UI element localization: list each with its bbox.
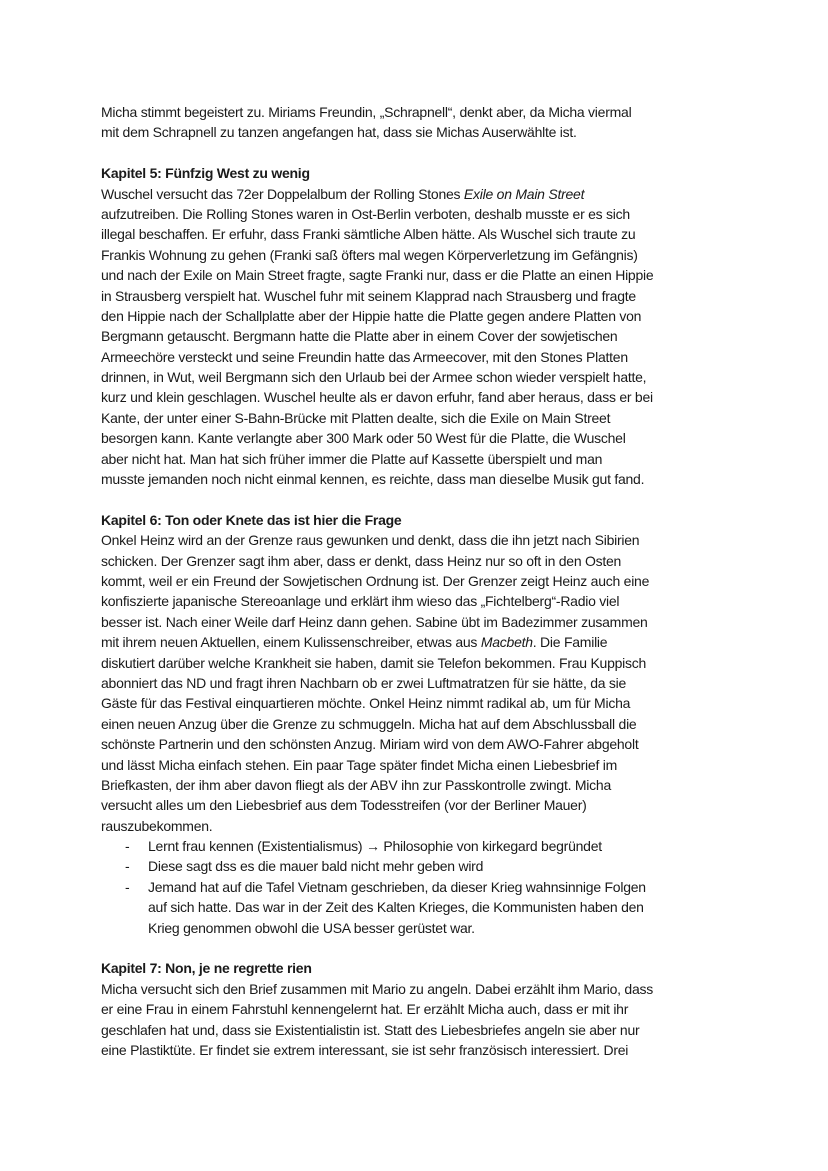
paragraph-line: schönste Partnerin und den schönsten Anzug. Miriam wird von dem AWO-Fahrer abgeholt — [101, 736, 639, 753]
paragraph-line: in Strausberg verspielt hat. Wuschel fuhr mit seinem Klapprad nach Strausberg und fragte — [101, 287, 636, 304]
text-segment: . Die Familie — [532, 634, 608, 651]
chapter-heading: Kapitel 7: Non, je ne regrette rien — [101, 960, 312, 977]
chapter-heading: Kapitel 5: Fünfzig West zu wenig — [101, 165, 310, 182]
paragraph-line: aber nicht hat. Man hat sich früher immer die Platte auf Kassette überspielt und man — [101, 450, 603, 467]
bullet-item-line — [101, 836, 741, 856]
italic-title: Exile on Main Street — [463, 185, 585, 202]
chapter-heading: Kapitel 6: Ton oder Knete das ist hier die Frage — [101, 511, 402, 528]
paragraph-line — [101, 184, 741, 204]
italic-title: Macbeth — [480, 634, 533, 651]
paragraph-line: diskutiert darüber welche Krankheit sie haben, damit sie Telefon bekommen. Frau Kuppisch — [101, 654, 647, 671]
paragraph-line — [101, 632, 741, 652]
paragraph-line: abonniert das ND und fragt ihren Nachbarn ob er zwei Luftmatratzen für sie hätte, da sie — [101, 674, 627, 691]
bullet-dash: - — [125, 878, 130, 895]
bullet-item-line — [101, 877, 741, 897]
paragraph-line: illegal beschaffen. Er erfuhr, dass Franki sämtliche Alben hätte. Als Wuschel sich traute zu — [101, 226, 636, 243]
paragraph-line: mit dem Schrapnell zu tanzen angefangen hat, dass sie Michas Auserwählte ist. — [101, 124, 577, 141]
text-segment: mit ihrem neuen Aktuellen, einem Kulissenschreiber, etwas aus — [101, 634, 481, 651]
paragraph-line: geschlafen hat und, dass sie Existentialistin ist. Statt des Liebesbriefes angeln sie aber nur — [101, 1021, 640, 1038]
paragraph-line: kurz und klein geschlagen. Wuschel heulte als er davon erfuhr, fand aber heraus, dass er bei — [101, 389, 653, 406]
paragraph-line: Micha stimmt begeistert zu. Miriams Freundin, „Schrapnell“, denkt aber, da Micha viermal — [101, 104, 632, 120]
paragraph-line: und nach der Exile on Main Street fragte, sagte Franki nur, dass er die Platte an einen Hippie — [101, 267, 654, 284]
paragraph-line: Bergmann getauscht. Bergmann hatte die Platte aber in einem Cover der sowjetischen — [101, 328, 618, 345]
bullet-dash: - — [125, 858, 130, 875]
bullet-item-line — [101, 856, 741, 876]
bullet-text: Jemand hat auf die Tafel Vietnam geschrieben, da dieser Krieg wahnsinnige Folgen — [148, 878, 646, 895]
bullet-item-line — [101, 918, 741, 938]
bullet-text: Krieg genommen obwohl die USA besser gerüstet war. — [148, 919, 475, 936]
paragraph-line: konfiszierte japanische Stereoanlage und erklärt ihm wieso das „Fichtelberg“-Radio viel — [101, 593, 620, 610]
paragraph-line: Onkel Heinz wird an der Grenze raus gewunken und denkt, dass die ihn jetzt nach Sibirien — [101, 532, 640, 549]
paragraph-line: aufzutreiben. Die Rolling Stones waren in Ost-Berlin verboten, deshalb musste er es sich — [101, 205, 630, 222]
paragraph-line: den Hippie nach der Schallplatte aber der Hippie hatte die Platte gegen andere Platten von — [101, 307, 642, 324]
paragraph-line: drinnen, in Wut, weil Bergmann sich den Urlaub bei der Armee schon wieder verspielt hatte, — [101, 369, 647, 386]
paragraph-line: besorgen kann. Kante verlangte aber 300 Mark oder 50 West für die Platte, die Wuschel — [101, 430, 626, 447]
paragraph-line: schicken. Der Grenzer sagt ihm aber, dass er denkt, dass Heinz nur so oft in den Osten — [101, 552, 622, 569]
paragraph-line: Frankis Wohnung zu gehen (Franki saß öfters mal wegen Körperverletzung im Gefängnis) — [101, 246, 638, 263]
bullet-item-line — [101, 897, 741, 917]
paragraph-line: Micha versucht sich den Brief zusammen mit Mario zu angeln. Dabei erzählt ihm Mario, dass — [101, 980, 653, 997]
paragraph-line: versucht alles um den Liebesbrief aus dem Todesstreifen (vor der Berliner Mauer) — [101, 797, 587, 814]
paragraph-line: Kante, der unter einer S-Bahn-Brücke mit Platten dealte, sich die Exile on Main Street — [101, 409, 611, 426]
bullet-text: Lernt frau kennen (Existentialismus) → Philosophie von kirkegard begründet — [148, 838, 602, 855]
paragraph-line: Armeechöre versteckt und seine Freundin hatte das Armeecover, mit den Stones Platten — [101, 348, 628, 365]
paragraph-line: Briefkasten, der ihm aber davon fliegt als der ABV ihn zur Passkontrolle zwingt. Micha — [101, 776, 611, 793]
paragraph-line: besser ist. Nach einer Weile darf Heinz dann gehen. Sabine übt im Badezimmer zusammen — [101, 613, 648, 630]
paragraph-line: eine Plastiktüte. Er findet sie extrem interessant, sie ist sehr französisch interessiert. Drei — [101, 1041, 629, 1058]
paragraph-line: Gäste für das Festival einquartieren möchte. Onkel Heinz nimmt radikal ab, um für Micha — [101, 695, 631, 712]
bullet-text: auf sich hatte. Das war in der Zeit des Kalten Krieges, die Kommunisten haben den — [148, 899, 644, 916]
bullet-text: Diese sagt dss es die mauer bald nicht mehr geben wird — [148, 858, 484, 875]
text-segment: Wuschel versucht das 72er Doppelalbum der Rolling Stones — [101, 185, 464, 202]
paragraph-gap — [101, 938, 741, 958]
document-page — [101, 102, 741, 1060]
bullet-dash: - — [125, 838, 130, 855]
paragraph-line: rauszubekommen. — [101, 817, 213, 834]
paragraph-line: und lässt Micha einfach stehen. Ein paar Tage später findet Micha einen Liebesbrief im — [101, 756, 618, 773]
paragraph-line: einen neuen Anzug über die Grenze zu schmuggeln. Micha hat auf dem Abschlussball die — [101, 715, 637, 732]
paragraph-gap — [101, 143, 741, 163]
paragraph-line: kommt, weil er ein Freund der Sowjetischen Ordnung ist. Der Grenzer zeigt Heinz auch eine — [101, 572, 650, 589]
paragraph-line: musste jemanden noch nicht einmal kennen, es reichte, dass man dieselbe Musik gut fand. — [101, 471, 645, 488]
paragraph-line: er eine Frau in einem Fahrstuhl kennengelernt hat. Er erzählt Micha auch, dass er mit ihr — [101, 1001, 629, 1018]
paragraph-gap — [101, 489, 741, 509]
